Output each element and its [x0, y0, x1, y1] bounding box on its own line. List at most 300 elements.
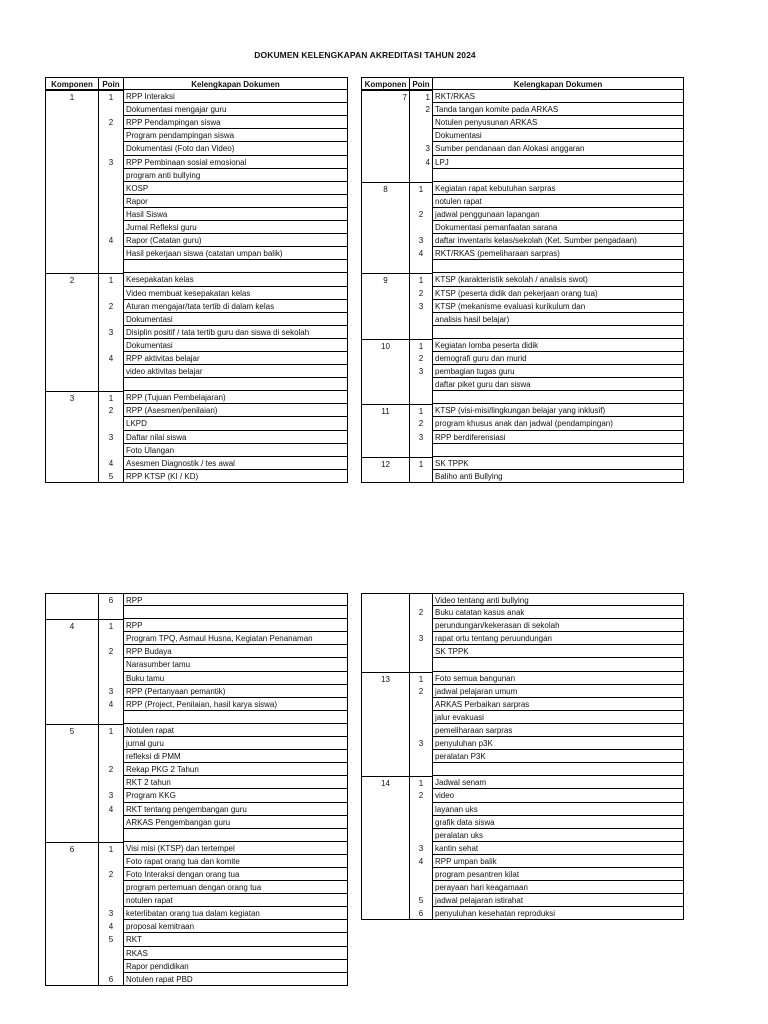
dokumen-cell: keterlibatan orang tua dalam kegiatan	[123, 907, 348, 920]
dokumen-cell: Jurnal Refleksi guru	[123, 221, 348, 234]
komponen-cell	[361, 907, 409, 920]
poin-cell: 5	[409, 894, 432, 907]
poin-cell	[98, 142, 123, 155]
poin-cell	[98, 444, 123, 457]
dokumen-cell: program pesantren kilat	[432, 868, 684, 881]
table-top-right	[361, 77, 684, 483]
poin-cell	[409, 619, 432, 632]
poin-cell: 3	[409, 737, 432, 750]
dokumen-cell: Notulen rapat	[123, 724, 348, 737]
dokumen-cell: ARKAS Pengembangan guru	[123, 816, 348, 829]
poin-cell: 1	[409, 273, 432, 286]
dokumen-cell: RKT	[123, 933, 348, 946]
dokumen-cell: RKAS	[123, 947, 348, 960]
poin-cell	[409, 195, 432, 208]
dokumen-cell: pemeliharaan sarpras	[432, 724, 684, 737]
poin-cell: 1	[409, 672, 432, 685]
poin-cell: 1	[98, 391, 123, 404]
dokumen-cell: RPP	[123, 593, 348, 606]
poin-cell	[98, 365, 123, 378]
dokumen-cell: RPP Budaya	[123, 645, 348, 658]
dokumen-cell: Rapor pendidikan	[123, 960, 348, 973]
poin-cell	[98, 737, 123, 750]
komponen-cell	[361, 868, 409, 881]
dokumen-cell: RPP (Pertanyaan pemantik)	[123, 685, 348, 698]
komponen-cell	[45, 234, 98, 247]
poin-cell: 5	[98, 933, 123, 946]
dokumen-cell	[123, 260, 348, 273]
poin-cell: 2	[409, 417, 432, 430]
komponen-cell	[361, 803, 409, 816]
komponen-cell	[45, 907, 98, 920]
poin-cell: 3	[409, 431, 432, 444]
poin-cell: 1	[98, 724, 123, 737]
komponen-cell	[45, 457, 98, 470]
poin-cell: 2	[98, 868, 123, 881]
poin-cell	[409, 378, 432, 391]
poin-cell	[409, 326, 432, 339]
dokumen-cell: Program TPQ, Asmaul Husna, Kegiatan Penanaman	[123, 632, 348, 645]
dokumen-cell: RPP (Tujuan Pembelajaran)	[123, 391, 348, 404]
poin-cell: 3	[409, 365, 432, 378]
poin-cell	[98, 129, 123, 142]
dokumen-cell: notulen rapat	[432, 195, 684, 208]
komponen-cell	[45, 803, 98, 816]
komponen-cell: 11	[361, 404, 409, 417]
poin-cell: 1	[98, 273, 123, 286]
poin-cell	[98, 103, 123, 116]
dokumen-cell: perayaan hari keagamaan	[432, 881, 684, 894]
poin-cell	[409, 750, 432, 763]
dokumen-cell: demografi guru dan murid	[432, 352, 684, 365]
komponen-cell	[45, 973, 98, 986]
poin-cell	[98, 855, 123, 868]
poin-cell: 2	[98, 116, 123, 129]
poin-cell	[98, 208, 123, 221]
dokumen-cell: program pertemuan dengan orang tua	[123, 881, 348, 894]
poin-cell	[98, 339, 123, 352]
dokumen-cell: Narasumber tamu	[123, 658, 348, 671]
dokumen-cell: Visi misi (KTSP) dan tertempel	[123, 842, 348, 855]
dokumen-cell: Asesmen Diagnostik / tes awal	[123, 457, 348, 470]
komponen-cell	[361, 881, 409, 894]
poin-cell: 4	[409, 156, 432, 169]
poin-cell: 1	[409, 182, 432, 195]
komponen-cell	[45, 881, 98, 894]
dokumen-cell	[432, 391, 684, 404]
komponen-cell	[361, 829, 409, 842]
komponen-cell	[45, 672, 98, 685]
poin-cell: 4	[98, 803, 123, 816]
komponen-cell	[45, 169, 98, 182]
poin-cell	[98, 711, 123, 724]
dokumen-cell: Kegiatan rapat kebutuhan sarpras	[432, 182, 684, 195]
komponen-cell	[45, 763, 98, 776]
komponen-cell	[361, 711, 409, 724]
komponen-cell	[361, 842, 409, 855]
komponen-cell	[361, 352, 409, 365]
page-title: DOKUMEN KELENGKAPAN AKREDITASI TAHUN 2024	[254, 50, 476, 60]
komponen-cell	[45, 658, 98, 671]
dokumen-cell: layanan uks	[432, 803, 684, 816]
dokumen-cell: grafik data siswa	[432, 816, 684, 829]
komponen-cell	[361, 763, 409, 776]
poin-cell	[409, 763, 432, 776]
komponen-cell	[45, 698, 98, 711]
komponen-cell	[361, 300, 409, 313]
komponen-cell	[361, 287, 409, 300]
dokumen-cell: Video tentang anti bullying	[432, 593, 684, 606]
dokumen-cell: Rapor	[123, 195, 348, 208]
dokumen-cell: penyuluhan p3K	[432, 737, 684, 750]
dokumen-cell: Dokumentasi	[432, 129, 684, 142]
header-komponen: Komponen	[45, 77, 98, 90]
komponen-cell	[45, 195, 98, 208]
dokumen-cell	[432, 444, 684, 457]
komponen-cell	[361, 247, 409, 260]
dokumen-cell: Dokumentasi (Foto dan Video)	[123, 142, 348, 155]
dokumen-cell: Aturan mengajar/tata tertib di dalam kelas	[123, 300, 348, 313]
komponen-cell	[45, 816, 98, 829]
header-poin: Poin	[98, 77, 123, 90]
poin-cell: 3	[98, 156, 123, 169]
dokumen-cell: Kesepakatan kelas	[123, 273, 348, 286]
komponen-cell	[361, 724, 409, 737]
dokumen-cell: Notulen rapat PBD	[123, 973, 348, 986]
poin-cell	[409, 260, 432, 273]
komponen-cell: 13	[361, 672, 409, 685]
dokumen-cell: jadwal pelajaran umum	[432, 685, 684, 698]
dokumen-cell: jadwal penggunaan lapangan	[432, 208, 684, 221]
dokumen-cell: jalur evakuasi	[432, 711, 684, 724]
dokumen-cell: KOSP	[123, 182, 348, 195]
dokumen-cell: program khusus anak dan jadwal (pendampingan)	[432, 417, 684, 430]
poin-cell: 3	[409, 142, 432, 155]
dokumen-cell	[432, 326, 684, 339]
komponen-cell	[45, 313, 98, 326]
komponen-cell: 7	[361, 90, 409, 103]
komponen-cell	[361, 195, 409, 208]
komponen-cell	[45, 737, 98, 750]
poin-cell	[409, 470, 432, 483]
dokumen-cell: KTSP (peserta didik dan pekerjaan orang tua)	[432, 287, 684, 300]
dokumen-cell: daftar inventaris kelas/sekolah (Ket. Sumber pengadaan)	[432, 234, 684, 247]
poin-cell	[409, 129, 432, 142]
poin-cell: 2	[409, 287, 432, 300]
komponen-cell	[45, 326, 98, 339]
komponen-cell	[45, 103, 98, 116]
komponen-cell	[45, 404, 98, 417]
komponen-cell	[361, 698, 409, 711]
poin-cell	[98, 606, 123, 619]
komponen-cell	[45, 365, 98, 378]
dokumen-cell: Kegiatan lomba peserta didik	[432, 339, 684, 352]
dokumen-cell: Foto Interaksi dengan orang tua	[123, 868, 348, 881]
dokumen-cell: RPP aktivitas belajar	[123, 352, 348, 365]
poin-cell: 1	[98, 842, 123, 855]
komponen-cell	[45, 221, 98, 234]
dokumen-cell: Dokumentasi	[123, 339, 348, 352]
poin-cell	[409, 724, 432, 737]
komponen-cell	[361, 169, 409, 182]
poin-cell: 2	[98, 404, 123, 417]
poin-cell	[409, 169, 432, 182]
poin-cell: 2	[409, 103, 432, 116]
komponen-cell	[361, 313, 409, 326]
komponen-cell	[45, 182, 98, 195]
poin-cell: 4	[98, 457, 123, 470]
poin-cell: 2	[98, 763, 123, 776]
komponen-cell	[361, 156, 409, 169]
komponen-cell	[45, 960, 98, 973]
komponen-cell	[45, 260, 98, 273]
poin-cell: 1	[409, 404, 432, 417]
dokumen-cell: SK TPPK	[432, 645, 684, 658]
komponen-cell	[45, 632, 98, 645]
komponen-cell	[361, 208, 409, 221]
dokumen-cell: daftar piket guru dan siswa	[432, 378, 684, 391]
poin-cell	[98, 313, 123, 326]
header-kelengkapan: Kelengkapan Dokumen	[123, 77, 348, 90]
dokumen-cell: RKT/RKAS (pemeliharaan sarpras)	[432, 247, 684, 260]
dokumen-cell: peralatan P3K	[432, 750, 684, 763]
komponen-cell	[45, 352, 98, 365]
poin-cell: 5	[98, 470, 123, 483]
komponen-cell	[361, 789, 409, 802]
komponen-cell: 2	[45, 273, 98, 286]
komponen-cell	[361, 378, 409, 391]
poin-cell: 2	[409, 352, 432, 365]
komponen-cell	[361, 326, 409, 339]
dokumen-cell	[432, 169, 684, 182]
poin-cell: 3	[409, 632, 432, 645]
table-top-left	[45, 77, 348, 483]
komponen-cell	[45, 339, 98, 352]
dokumen-cell: RKT/RKAS	[432, 90, 684, 103]
poin-cell: 4	[98, 698, 123, 711]
komponen-cell	[45, 855, 98, 868]
poin-cell: 6	[98, 973, 123, 986]
komponen-cell	[45, 142, 98, 155]
dokumen-cell: KTSP (karakteristik sekolah / analisis swot)	[432, 273, 684, 286]
dokumen-cell: LPJ	[432, 156, 684, 169]
poin-cell	[409, 444, 432, 457]
dokumen-cell: program anti bullying	[123, 169, 348, 182]
komponen-cell	[361, 855, 409, 868]
poin-cell: 2	[98, 300, 123, 313]
poin-cell	[98, 658, 123, 671]
header-komponen: Komponen	[361, 77, 409, 90]
poin-cell	[409, 116, 432, 129]
poin-cell	[98, 417, 123, 430]
dokumen-cell: kantin sehat	[432, 842, 684, 855]
poin-cell: 1	[409, 457, 432, 470]
poin-cell	[98, 287, 123, 300]
dokumen-cell	[123, 829, 348, 842]
dokumen-cell: Tanda tangan komite pada ARKAS	[432, 103, 684, 116]
dokumen-cell: Sumber pendanaan dan Alokasi anggaran	[432, 142, 684, 155]
poin-cell	[98, 169, 123, 182]
poin-cell	[98, 247, 123, 260]
dokumen-cell: notulen rapat	[123, 894, 348, 907]
dokumen-cell: SK TPPK	[432, 457, 684, 470]
header-kelengkapan: Kelengkapan Dokumen	[432, 77, 684, 90]
dokumen-cell: RPP	[123, 619, 348, 632]
komponen-cell	[45, 868, 98, 881]
dokumen-cell: KTSP (mekanisme evaluasi kurikulum dan	[432, 300, 684, 313]
komponen-cell	[45, 417, 98, 430]
komponen-cell	[45, 920, 98, 933]
komponen-cell	[45, 208, 98, 221]
dokumen-cell: Program pendampingan siswa	[123, 129, 348, 142]
dokumen-cell: RPP KTSP (KI / KD)	[123, 470, 348, 483]
komponen-cell	[361, 103, 409, 116]
poin-cell	[409, 658, 432, 671]
dokumen-cell: Foto semua bangunan	[432, 672, 684, 685]
poin-cell	[409, 645, 432, 658]
dokumen-cell: jadwal pelajaran istirahat	[432, 894, 684, 907]
poin-cell: 4	[98, 920, 123, 933]
dokumen-cell: RPP Pembinaan sosial emosional	[123, 156, 348, 169]
dokumen-cell: RKT tentang pengembangan guru	[123, 803, 348, 816]
poin-cell: 6	[409, 907, 432, 920]
komponen-cell	[361, 685, 409, 698]
komponen-cell: 9	[361, 273, 409, 286]
poin-cell	[409, 816, 432, 829]
dokumen-cell: Rekap PKG 2 Tahun	[123, 763, 348, 776]
komponen-cell	[361, 606, 409, 619]
dokumen-cell: analisis hasil belajar)	[432, 313, 684, 326]
komponen-cell: 8	[361, 182, 409, 195]
komponen-cell	[361, 619, 409, 632]
komponen-cell: 10	[361, 339, 409, 352]
komponen-cell	[361, 894, 409, 907]
poin-cell: 6	[98, 593, 123, 606]
komponen-cell	[45, 300, 98, 313]
dokumen-cell: RPP (Asesmen/penilaian)	[123, 404, 348, 417]
poin-cell	[409, 698, 432, 711]
poin-cell: 1	[409, 90, 432, 103]
komponen-cell	[361, 658, 409, 671]
dokumen-cell	[432, 763, 684, 776]
poin-cell: 2	[409, 208, 432, 221]
poin-cell: 3	[409, 842, 432, 855]
dokumen-cell: Foto rapat orang tua dan komite	[123, 855, 348, 868]
komponen-cell	[45, 156, 98, 169]
komponen-cell	[45, 947, 98, 960]
komponen-cell	[361, 632, 409, 645]
komponen-cell	[361, 221, 409, 234]
komponen-cell	[361, 816, 409, 829]
dokumen-cell: Buku tamu	[123, 672, 348, 685]
komponen-cell	[45, 116, 98, 129]
poin-cell: 2	[409, 606, 432, 619]
dokumen-cell	[432, 260, 684, 273]
poin-cell	[98, 672, 123, 685]
komponen-cell	[45, 711, 98, 724]
komponen-cell	[45, 606, 98, 619]
poin-cell	[98, 816, 123, 829]
poin-cell: 3	[409, 234, 432, 247]
dokumen-cell: video aktivitas belajar	[123, 365, 348, 378]
dokumen-cell: ARKAS Perbaikan sarpras	[432, 698, 684, 711]
dokumen-cell: proposal kemitraan	[123, 920, 348, 933]
dokumen-cell: Baliho anti Bullying	[432, 470, 684, 483]
dokumen-cell: penyuluhan kesehatan reproduksi	[432, 907, 684, 920]
dokumen-cell: KTSP (visi-misi/lingkungan belajar yang inklusif)	[432, 404, 684, 417]
poin-cell	[98, 221, 123, 234]
komponen-cell	[45, 378, 98, 391]
poin-cell: 3	[98, 326, 123, 339]
poin-cell: 2	[409, 789, 432, 802]
komponen-cell	[45, 750, 98, 763]
dokumen-cell: Hasil pekerjaan siswa (catatan umpan balik)	[123, 247, 348, 260]
poin-cell: 3	[98, 907, 123, 920]
poin-cell: 4	[98, 352, 123, 365]
poin-cell: 1	[98, 619, 123, 632]
komponen-cell: 5	[45, 724, 98, 737]
dokumen-cell: RKT 2 tahun	[123, 776, 348, 789]
poin-cell: 3	[409, 300, 432, 313]
komponen-cell	[45, 829, 98, 842]
komponen-cell	[45, 685, 98, 698]
komponen-cell	[45, 894, 98, 907]
dokumen-cell: Buku catatan kasus anak	[432, 606, 684, 619]
komponen-cell: 1	[45, 90, 98, 103]
komponen-cell	[45, 776, 98, 789]
dokumen-cell: RPP Interaksi	[123, 90, 348, 103]
komponen-cell	[361, 234, 409, 247]
komponen-cell: 14	[361, 776, 409, 789]
komponen-cell	[361, 444, 409, 457]
poin-cell	[409, 593, 432, 606]
table-bottom-right	[361, 593, 684, 920]
dokumen-cell: peralatan uks	[432, 829, 684, 842]
poin-cell: 3	[98, 685, 123, 698]
poin-cell	[409, 829, 432, 842]
komponen-cell: 6	[45, 842, 98, 855]
poin-cell: 4	[409, 247, 432, 260]
komponen-cell	[45, 247, 98, 260]
dokumen-cell: Hasil Siswa	[123, 208, 348, 221]
poin-cell	[409, 313, 432, 326]
poin-cell	[98, 195, 123, 208]
komponen-cell	[361, 116, 409, 129]
poin-cell: 2	[409, 685, 432, 698]
komponen-cell	[361, 645, 409, 658]
poin-cell	[409, 221, 432, 234]
poin-cell: 3	[98, 789, 123, 802]
komponen-cell	[45, 593, 98, 606]
dokumen-cell: Dokumentasi	[123, 313, 348, 326]
komponen-cell	[361, 129, 409, 142]
komponen-cell	[361, 750, 409, 763]
komponen-cell	[45, 444, 98, 457]
komponen-cell	[361, 593, 409, 606]
dokumen-cell: RPP umpan balik	[432, 855, 684, 868]
dokumen-cell: Disiplin positif / tata tertib guru dan siswa di sekolah	[123, 326, 348, 339]
dokumen-cell: perundungan/kekerasan di sekolah	[432, 619, 684, 632]
komponen-cell	[45, 287, 98, 300]
poin-cell: 1	[409, 776, 432, 789]
dokumen-cell: jurnal guru	[123, 737, 348, 750]
dokumen-cell: rapat ortu tentang peruundungan	[432, 632, 684, 645]
komponen-cell: 4	[45, 619, 98, 632]
komponen-cell	[361, 391, 409, 404]
poin-cell	[409, 803, 432, 816]
poin-cell	[98, 881, 123, 894]
dokumen-cell: Foto Ulangan	[123, 444, 348, 457]
